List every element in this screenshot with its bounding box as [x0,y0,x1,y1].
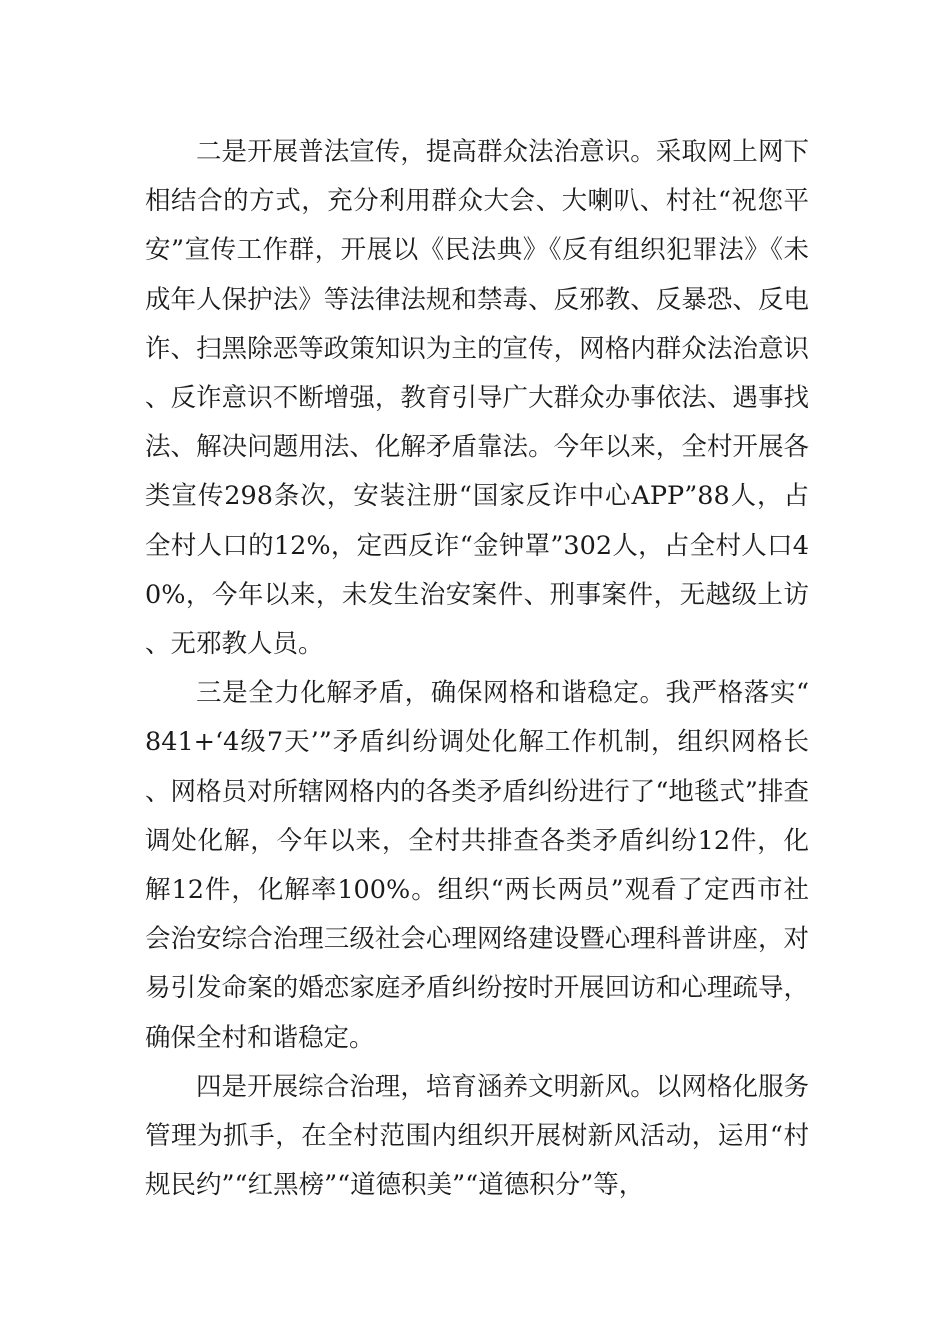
paragraph-conflict-resolution: 三是全力化解矛盾，确保网格和谐稳定。我严格落实“841+‘4级7天’”矛盾纠纷调处化解工作机制，组织网格长、网格员对所辖网格内的各类矛盾纠纷进行了“地毯式”排查调处化解，今年以来，全村共排查各类矛盾纠纷12件，化解12件，化解率100%。组织“两长两员”观看了定西市社会治安综合治理三级社会心理网络建设暨心理科普讲座，对易引发命案的婚恋家庭矛盾纠纷按时开展回访和心理疏导，确保全村和谐稳定。 [145,678,809,1053]
document-body [145,128,809,1210]
paragraph-comprehensive-governance: 四是开展综合治理，培育涵养文明新风。以网格化服务管理为抓手，在全村范围内组织开展树新风活动，运用“村规民约”“红黑榜”“道德积美”“道德积分”等， [145,1071,809,1201]
paragraph-legal-publicity: 二是开展普法宣传，提高群众法治意识。采取网上网下相结合的方式，充分利用群众大会、大喇叭、村社“祝您平安”宣传工作群，开展以《民法典》《反有组织犯罪法》《未成年人保护法》等法律法规和禁毒、反邪教、反暴恐、反电诈、扫黑除恶等政策知识为主的宣传，网格内群众法治意识、反诈意识不断增强，教育引导广大群众办事依法、遇事找法、解决问题用法、化解矛盾靠法。今年以来，全村开展各类宣传298条次，安装注册“国家反诈中心APP”88人，占全村人口的12%，定西反诈“金钟罩”302人，占全村人口40%，今年以来，未发生治安案件、刑事案件，无越级上访、无邪教人员。 [145,137,809,660]
